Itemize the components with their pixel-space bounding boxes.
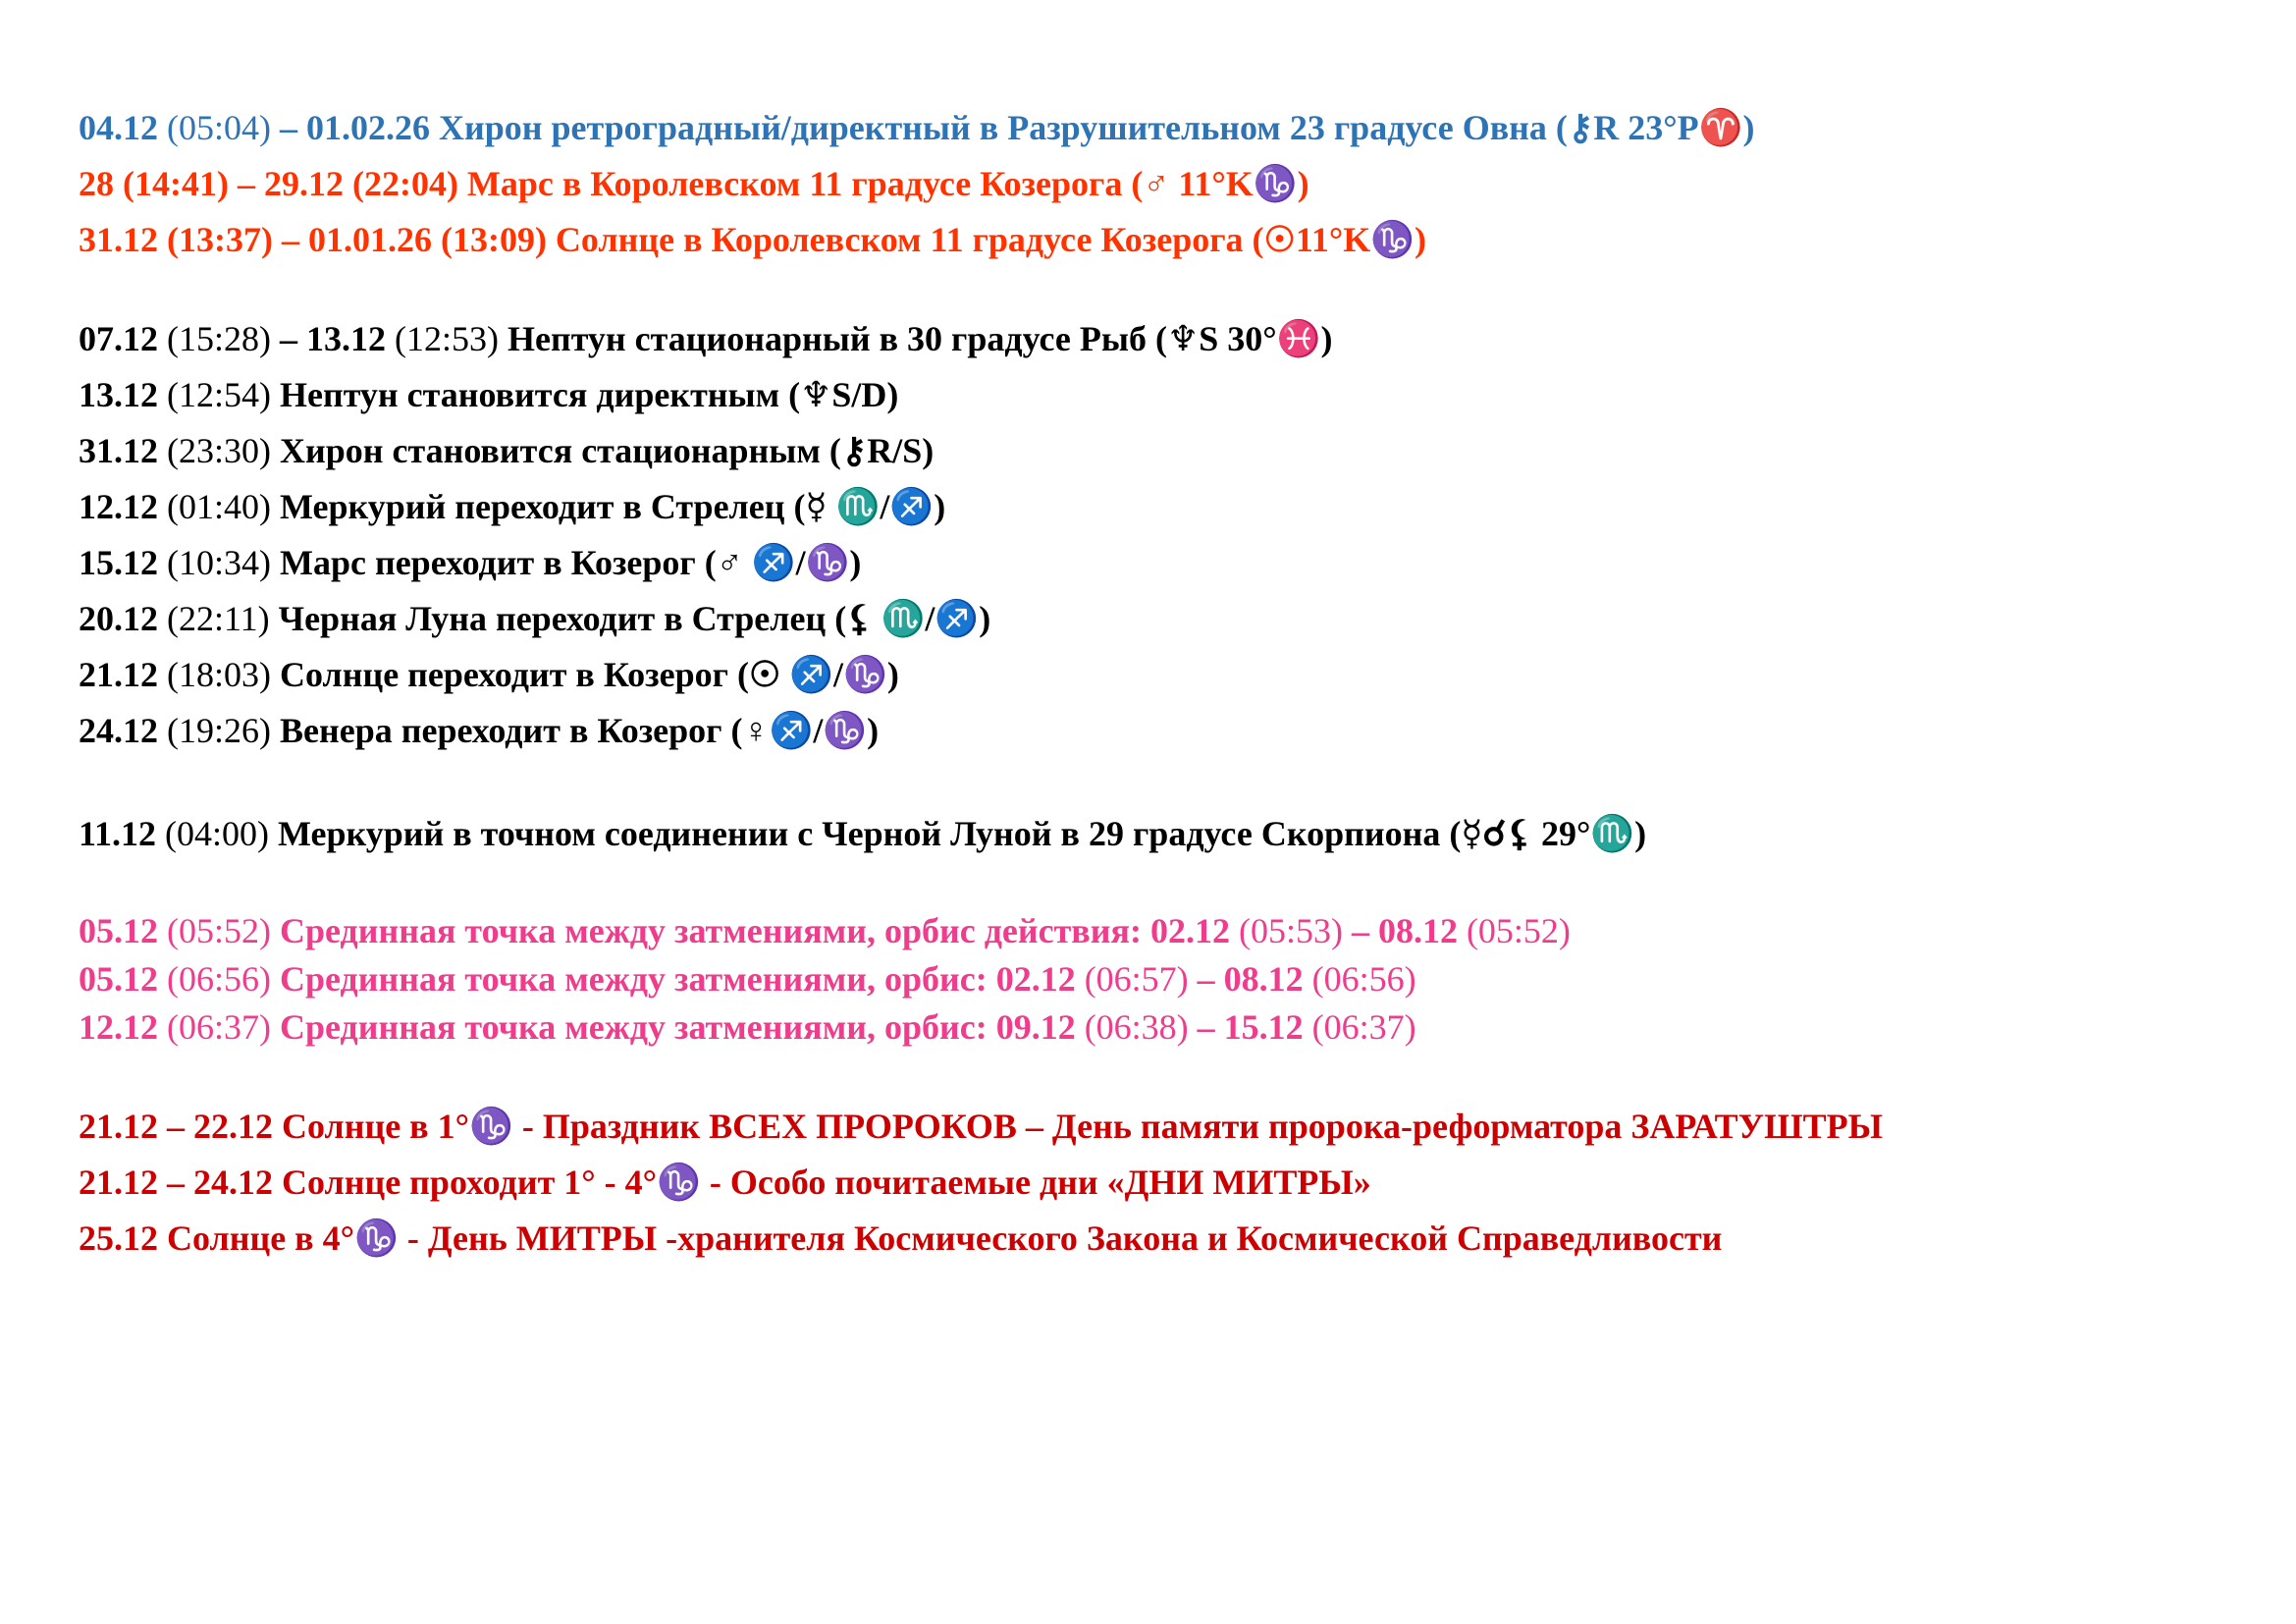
event-line — [79, 218, 1426, 261]
event-text: 05.12 — [79, 911, 158, 950]
event-text: 25.12 Солнце в 4°♑ - День МИТРЫ -хранителя Космического Закона и Космической Справедливости — [79, 1218, 1723, 1258]
event-line — [79, 373, 898, 416]
event-text: 20.12 — [79, 599, 158, 638]
event-text: 04.12 — [79, 108, 158, 147]
event-time: (23:30) — [158, 431, 280, 470]
event-text: 12.12 — [79, 1007, 158, 1047]
event-time: (18:03) — [158, 655, 280, 694]
event-text: Хирон становится стационарным (⚷R/S) — [279, 431, 934, 470]
event-line — [79, 1217, 1722, 1260]
event-text: Срединная точка между затмениями, орбис: 09.12 — [279, 1007, 1076, 1047]
event-time: (19:26) — [158, 711, 280, 750]
event-time: (06:38) — [1075, 1007, 1198, 1047]
event-text: Венера переходит в Козерог (♀♐/♑) — [279, 711, 880, 750]
event-line — [79, 162, 1309, 205]
event-time: (04:00) — [156, 814, 278, 853]
event-line — [79, 1105, 1883, 1148]
event-line — [79, 541, 861, 584]
event-line — [79, 597, 990, 640]
event-text: 15.12 — [79, 543, 158, 582]
event-line — [79, 106, 1754, 149]
event-text: – 08.12 — [1197, 959, 1304, 999]
event-line — [79, 957, 1416, 1001]
event-text: – 08.12 — [1351, 911, 1458, 950]
event-text: Нептун становится директным (♆S/D) — [279, 375, 899, 414]
event-text: 31.12 — [79, 431, 158, 470]
event-text: Солнце переходит в Козерог (☉ ♐/♑) — [279, 655, 899, 694]
event-text: 13.12 — [79, 375, 158, 414]
event-text: 31.12 (13:37) – 01.01.26 (13:09) Солнце в Королевском 11 градусе Козерога (☉11°K♑) — [79, 220, 1427, 259]
event-time: (05:04) — [158, 108, 280, 147]
event-time: (06:57) — [1075, 959, 1198, 999]
event-time: (12:54) — [158, 375, 280, 414]
event-time: (01:40) — [158, 487, 280, 526]
event-line — [79, 653, 899, 696]
event-time: (05:53) — [1229, 911, 1352, 950]
event-text: 05.12 — [79, 959, 158, 999]
event-line — [79, 429, 934, 472]
event-text: 21.12 – 24.12 Солнце проходит 1° - 4°♑ - Особо почитаемые дни «ДНИ МИТРЫ» — [79, 1163, 1371, 1202]
event-text: 12.12 — [79, 487, 158, 526]
event-time: (06:56) — [158, 959, 280, 999]
event-line — [79, 1161, 1371, 1204]
event-time: (06:37) — [158, 1007, 280, 1047]
event-time: (15:28) — [158, 319, 280, 358]
event-line — [79, 317, 1332, 360]
event-text: Нептун стационарный в 30 градусе Рыб (♆S 30°♓) — [507, 319, 1333, 358]
event-text: – 13.12 — [279, 319, 386, 358]
event-line — [79, 1005, 1416, 1049]
event-text: 07.12 — [79, 319, 158, 358]
event-text: 21.12 — [79, 655, 158, 694]
event-text: Срединная точка между затмениями, орбис действия: 02.12 — [279, 911, 1230, 950]
event-time: (06:37) — [1303, 1007, 1416, 1047]
event-text: 21.12 – 22.12 Солнце в 1°♑ - Праздник ВСЕХ ПРОРОКОВ – День памяти пророка-реформатора ЗАРАТУШТРЫ — [79, 1107, 1883, 1146]
event-text: Срединная точка между затмениями, орбис: 02.12 — [279, 959, 1076, 999]
event-text: – 15.12 — [1197, 1007, 1304, 1047]
event-text: 24.12 — [79, 711, 158, 750]
event-time: (10:34) — [158, 543, 280, 582]
event-time: (05:52) — [1457, 911, 1571, 950]
event-text: Марс переходит в Козерог (♂ ♐/♑) — [279, 543, 862, 582]
event-text: 28 (14:41) – 29.12 (22:04) Марс в Королевском 11 градусе Козерога (♂ 11°K♑) — [79, 164, 1309, 203]
event-text: Меркурий переходит в Стрелец (☿ ♏/♐) — [279, 487, 946, 526]
event-text: Черная Луна переходит в Стрелец (⚸ ♏/♐) — [278, 599, 991, 638]
event-time: (22:11) — [158, 599, 279, 638]
event-line — [79, 485, 945, 528]
event-text: 11.12 — [79, 814, 157, 853]
event-line — [79, 909, 1571, 952]
event-time: (05:52) — [158, 911, 280, 950]
event-line — [79, 812, 1646, 855]
event-time: (06:56) — [1303, 959, 1416, 999]
event-time: (12:53) — [385, 319, 507, 358]
event-text: – 01.02.26 Хирон ретроградный/директный в Разрушительном 23 градусе Овна (⚷R 23°P♈) — [279, 108, 1755, 147]
event-text: Меркурий в точном соединении с Черной Луной в 29 градусе Скорпиона (☿☌⚸ 29°♏) — [278, 814, 1647, 853]
event-line — [79, 709, 879, 752]
